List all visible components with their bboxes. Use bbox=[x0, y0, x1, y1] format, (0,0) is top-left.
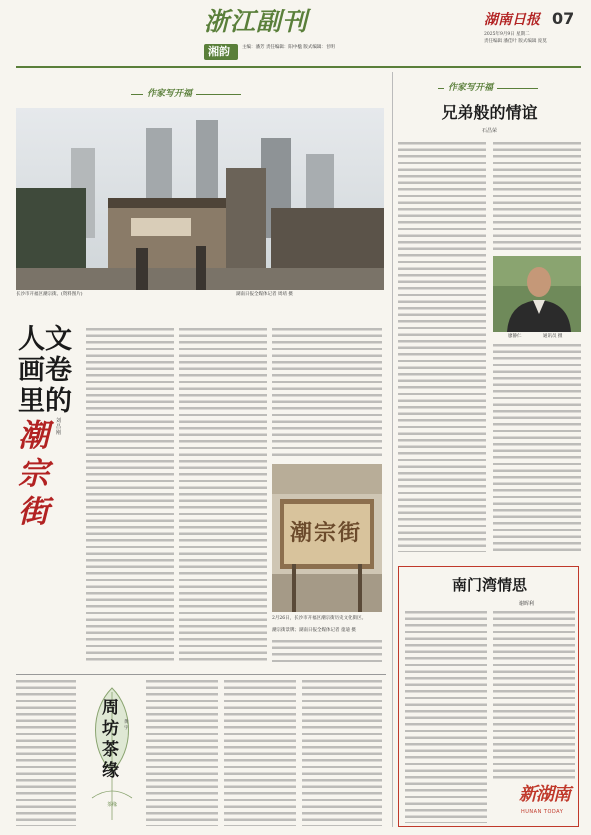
article4-body-col2 bbox=[493, 611, 575, 781]
article1-body-col1 bbox=[86, 328, 174, 662]
portrait-photo bbox=[493, 256, 581, 332]
article-chaozongjie bbox=[16, 72, 386, 667]
photo-bottom-credit: 潮宗街景牌；湖南日报全媒体记者 童迪 摄 bbox=[272, 628, 356, 633]
masthead-info-line: 责任编辑：阳中楹 bbox=[265, 45, 302, 50]
title-accent: 潮宗街 bbox=[18, 418, 49, 530]
article4-title: 南门湾情思 bbox=[451, 576, 527, 594]
section-tag-label: 作家写开福 bbox=[444, 80, 497, 96]
staff-line: 责任编辑 潘佳叶 版式编辑 庞莫 bbox=[484, 39, 547, 44]
photo-top-credit: 湖南日报全媒体记者 周靖 摄 bbox=[236, 292, 293, 297]
section-tag-left bbox=[131, 86, 241, 102]
article4-author: 谢晖利 bbox=[519, 601, 535, 607]
article4-body-col1 bbox=[405, 611, 487, 823]
article1-body-col2 bbox=[179, 328, 267, 662]
section-tag-label: 作家写开福 bbox=[143, 86, 196, 102]
article3-body-col4 bbox=[302, 680, 382, 826]
article-brothers bbox=[398, 80, 581, 560]
article2-title: 兄弟般的情谊 bbox=[441, 103, 538, 122]
article2-author: 石昌荣 bbox=[481, 128, 497, 134]
sign-text: 潮宗街 bbox=[290, 520, 363, 546]
article2-body-col1 bbox=[398, 142, 486, 552]
masthead bbox=[0, 0, 591, 70]
masthead-brand: 浙江副刊 bbox=[204, 7, 309, 36]
article1-body-col3 bbox=[272, 328, 382, 458]
masthead-rule bbox=[16, 66, 581, 68]
page-number: 07 bbox=[552, 9, 575, 28]
photo-top-caption: 长沙市开福区潮宗街。(资料图片) bbox=[16, 292, 83, 297]
portrait-svg bbox=[493, 256, 581, 332]
masthead-info-line: 主编：潘芳 bbox=[242, 45, 265, 50]
masthead-info-line: 版式编辑：甘明 bbox=[303, 45, 335, 50]
article3-body-col3 bbox=[224, 680, 296, 826]
article3-title: 周坊茶缘 bbox=[102, 698, 119, 781]
photo-street-top-svg bbox=[16, 108, 384, 290]
title-line: 画卷 bbox=[18, 355, 72, 386]
footer-logo-text: 新湖南 bbox=[519, 784, 570, 805]
horizontal-divider-left bbox=[16, 674, 386, 675]
masthead-info bbox=[242, 45, 352, 51]
section-tag-right bbox=[438, 80, 538, 96]
portrait-credit: 通讯员 摄 bbox=[543, 334, 563, 339]
article-nanmenwan bbox=[398, 566, 579, 827]
paper-name: 湖南日报 bbox=[484, 12, 540, 28]
article3-body-col1 bbox=[16, 680, 76, 826]
title-line: 里的 bbox=[18, 386, 72, 417]
article3-body-col2 bbox=[146, 680, 218, 826]
article3-emblem bbox=[84, 680, 140, 826]
article-zhoufang bbox=[16, 678, 386, 828]
vertical-divider bbox=[392, 72, 393, 827]
portrait-caption: 廖静仁 bbox=[508, 334, 522, 339]
leaf-label: 茶缘 bbox=[106, 802, 117, 808]
article2-body-col2-top bbox=[493, 142, 581, 252]
date-line: 2025年9月9日 星期二 bbox=[484, 32, 530, 37]
photo-street-top bbox=[16, 108, 384, 290]
footer-logo bbox=[519, 781, 577, 823]
footer-logo-en: HUNAN TODAY bbox=[521, 809, 564, 815]
article2-body-col2-bottom bbox=[493, 344, 581, 552]
title-line: 人文 bbox=[18, 324, 72, 355]
article1-author: 刘昌刚 bbox=[56, 418, 62, 436]
article1-title bbox=[18, 324, 78, 531]
masthead-subbrand: 湘韵 bbox=[208, 45, 230, 58]
photo-bottom-caption: 2月26日，长沙市开福区潮宗街历史文化街区。 bbox=[272, 616, 367, 621]
article1-body-col3b bbox=[272, 640, 382, 664]
article3-author: 黄宇 bbox=[124, 720, 129, 731]
photo-sign-bottom bbox=[272, 464, 382, 612]
